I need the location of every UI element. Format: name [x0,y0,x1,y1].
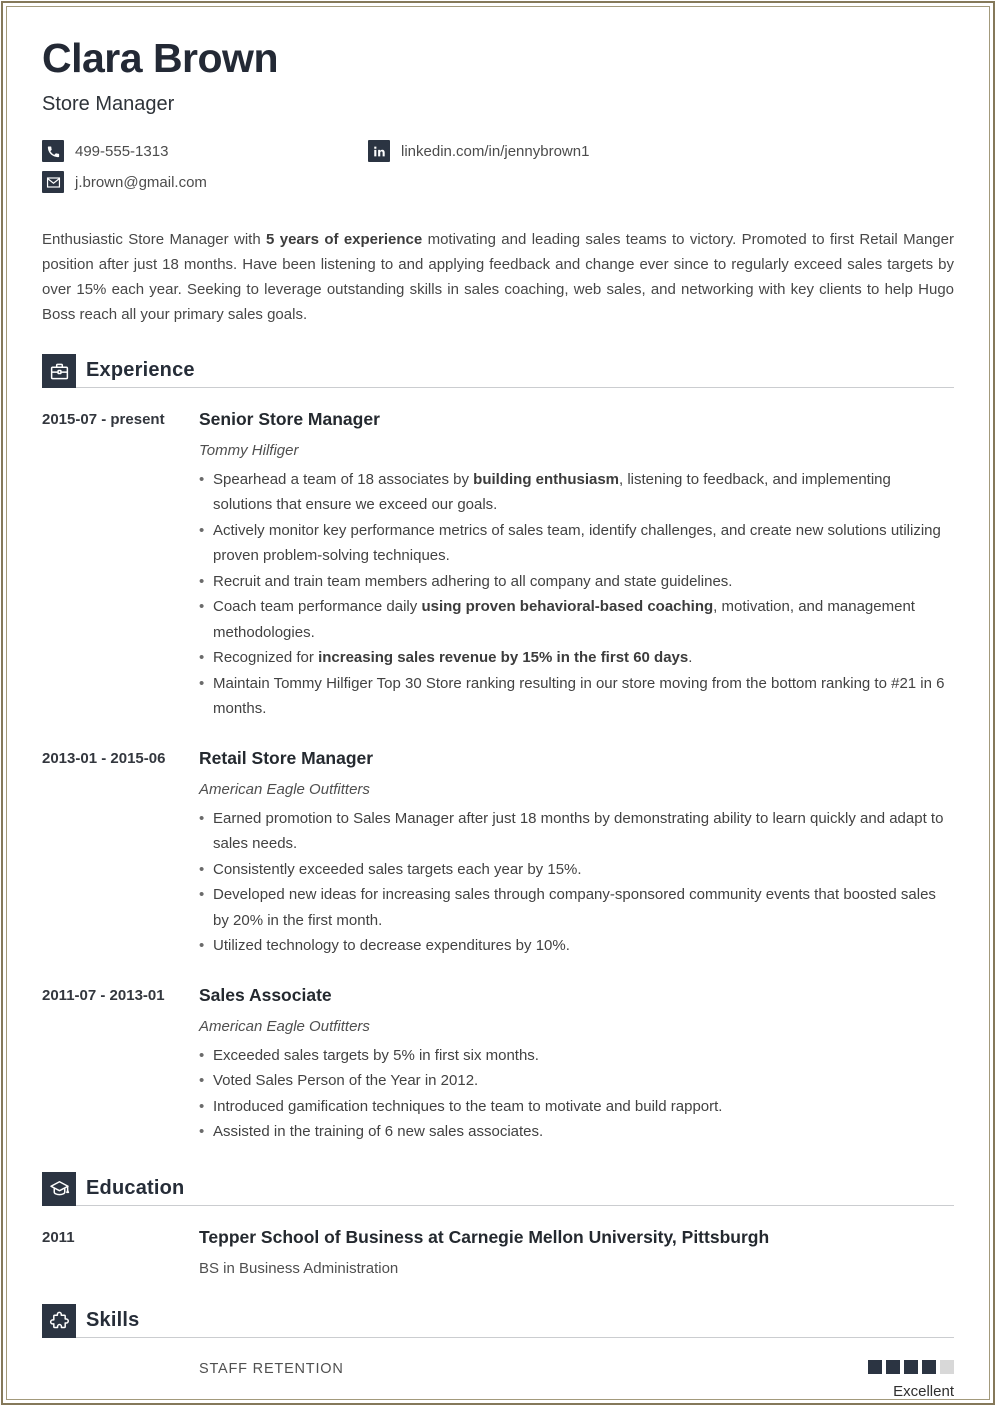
bullet-marker: • [199,860,205,878]
contact-item [42,171,368,193]
person-name: Clara Brown [42,35,278,81]
contact-value: linkedin.com/in/jennybrown1 [401,142,590,160]
contact-value: j.brown@gmail.com [75,173,207,191]
rating-square-filled [886,1360,900,1374]
bullet-item [199,1119,954,1145]
bullet-marker: • [199,1097,205,1115]
entry [42,1227,954,1277]
briefcase-icon [42,354,76,388]
sections-container [42,354,954,1400]
skill-level-label: Excellent [893,1382,954,1400]
bullet-text: Recruit and train team members adhering to all company and state guidelines. [213,572,733,590]
entry-date: 2015-07 - present [42,411,165,429]
bullet-marker: • [199,470,205,488]
linkedin-icon [368,140,390,162]
bullet-item [199,569,954,595]
skill-main [199,1360,954,1400]
bullet-item [199,467,954,518]
bullet-text: Earned promotion to Sales Manager after just 18 months by demonstrating ability to learn quickly and adapt to sales needs. [213,809,944,853]
section-header-skills [42,1304,954,1338]
summary-text: Enthusiastic Store Manager with 5 years of experience motivating and leading sales teams to victory. Promoted to first Retail Manger position after just 18 months. Have been listening to and applying feedback and change ever since to regularly exceed sales targets by over 15% each year. Seeking to leverage outstanding skills in sales coaching, web sales, and networking with key clients to help Hugo Boss reach all your primary sales goals. [42,231,954,324]
bullet-marker: • [199,809,205,827]
bullet-list [199,1043,954,1145]
bullet-item [199,645,954,671]
bullet-item [199,518,954,569]
entry-company: Tommy Hilfiger [199,441,299,459]
entry-role: Tepper School of Business at Carnegie Mellon University, Pittsburgh [199,1226,770,1247]
bullet-marker: • [199,1123,205,1141]
bullet-item [199,857,954,883]
skill-date-spacer [42,1360,199,1400]
bullet-text: Consistently exceeded sales targets each year by 15%. [213,860,582,878]
graduation-cap-icon [42,1172,76,1206]
bullet-text: Developed new ideas for increasing sales through company-sponsored community events that boosted sales by 20% in the first month. [213,886,936,929]
contact-list [42,140,954,193]
entry-body [199,409,954,722]
bullet-item [199,1094,954,1120]
bullet-marker: • [199,649,205,667]
section-experience [42,354,954,1145]
entry [42,985,954,1145]
entry-company: American Eagle Outfitters [199,780,370,798]
phone-icon [42,140,64,162]
entry-body [199,985,954,1145]
bullet-text: Actively monitor key performance metrics of sales team, identify challenges, and create new solutions utilizing proven problem-solving techniques. [213,521,941,565]
rating-square-filled [868,1360,882,1374]
bullet-text: Spearhead a team of 18 associates by building enthusiasm, listening to feedback, and implementing solutions that ensure we exceed our goals. [213,470,891,514]
person-job-title: Store Manager [42,93,175,116]
bullet-list [199,806,954,959]
bullet-marker: • [199,572,205,590]
skill-name: STAFF RETENTION [199,1360,344,1377]
bullet-marker: • [199,674,205,692]
entry [42,748,954,959]
bullet-item [199,1043,954,1069]
entry-body [199,1227,954,1277]
bullet-marker: • [199,598,205,616]
bullet-item [199,806,954,857]
bullet-item [199,671,954,722]
skill-rating-block [868,1360,954,1400]
bullet-list [199,467,954,722]
entry-body [199,748,954,959]
section-skills [42,1304,954,1400]
bullet-marker: • [199,937,205,955]
bullet-item [199,1068,954,1094]
skill-row [42,1360,954,1400]
bullet-text: Voted Sales Person of the Year in 2012. [213,1072,479,1090]
bullet-text: Maintain Tommy Hilfiger Top 30 Store ranking resulting in our store moving from the bottom ranking to #21 in 6 months. [213,674,945,718]
email-icon [42,171,64,193]
section-title-wrap [76,1304,954,1338]
bullet-marker: • [199,886,205,904]
rating-square-filled [922,1360,936,1374]
bullet-marker: • [199,1072,205,1090]
contact-item [368,140,954,162]
section-education [42,1172,954,1277]
bullet-text: Recognized for increasing sales revenue by 15% in the first 60 days. [213,649,693,667]
entry-date: 2011-07 - 2013-01 [42,986,165,1004]
section-title-education: Education [86,1176,185,1199]
bullet-item [199,882,954,933]
skill-rating [868,1360,954,1374]
entry-role: Retail Store Manager [199,747,374,768]
section-title-wrap [76,1172,954,1206]
resume-document [42,30,954,1400]
entry-company: American Eagle Outfitters [199,1017,370,1035]
contact-item [42,140,368,162]
bullet-text: Utilized technology to decrease expenditures by 10%. [213,937,570,955]
bullet-text: Exceeded sales targets by 5% in first six months. [213,1046,539,1064]
entry-description: BS in Business Administration [199,1259,399,1277]
entry [42,409,954,722]
bullet-item [199,933,954,959]
rating-square-empty [940,1360,954,1374]
section-title-experience: Experience [86,359,195,382]
bullet-text: Coach team performance daily using proven behavioral-based coaching, motivation, and management methodologies. [213,598,915,641]
rating-square-filled [904,1360,918,1374]
section-title-wrap [76,354,954,388]
contact-value: 499-555-1313 [75,142,169,160]
entry-role: Senior Store Manager [199,409,380,430]
bullet-marker: • [199,1046,205,1064]
entry-date: 2011 [42,1228,75,1246]
section-header-education [42,1172,954,1206]
bullet-marker: • [199,521,205,539]
entry-role: Sales Associate [199,984,332,1005]
section-title-skills: Skills [86,1308,140,1331]
bullet-item [199,594,954,645]
bullet-text: Introduced gamification techniques to the team to motivate and build rapport. [213,1097,723,1115]
bullet-text: Assisted in the training of 6 new sales associates. [213,1123,544,1141]
puzzle-icon [42,1304,76,1338]
section-header-experience [42,354,954,388]
entry-date: 2013-01 - 2015-06 [42,749,166,767]
